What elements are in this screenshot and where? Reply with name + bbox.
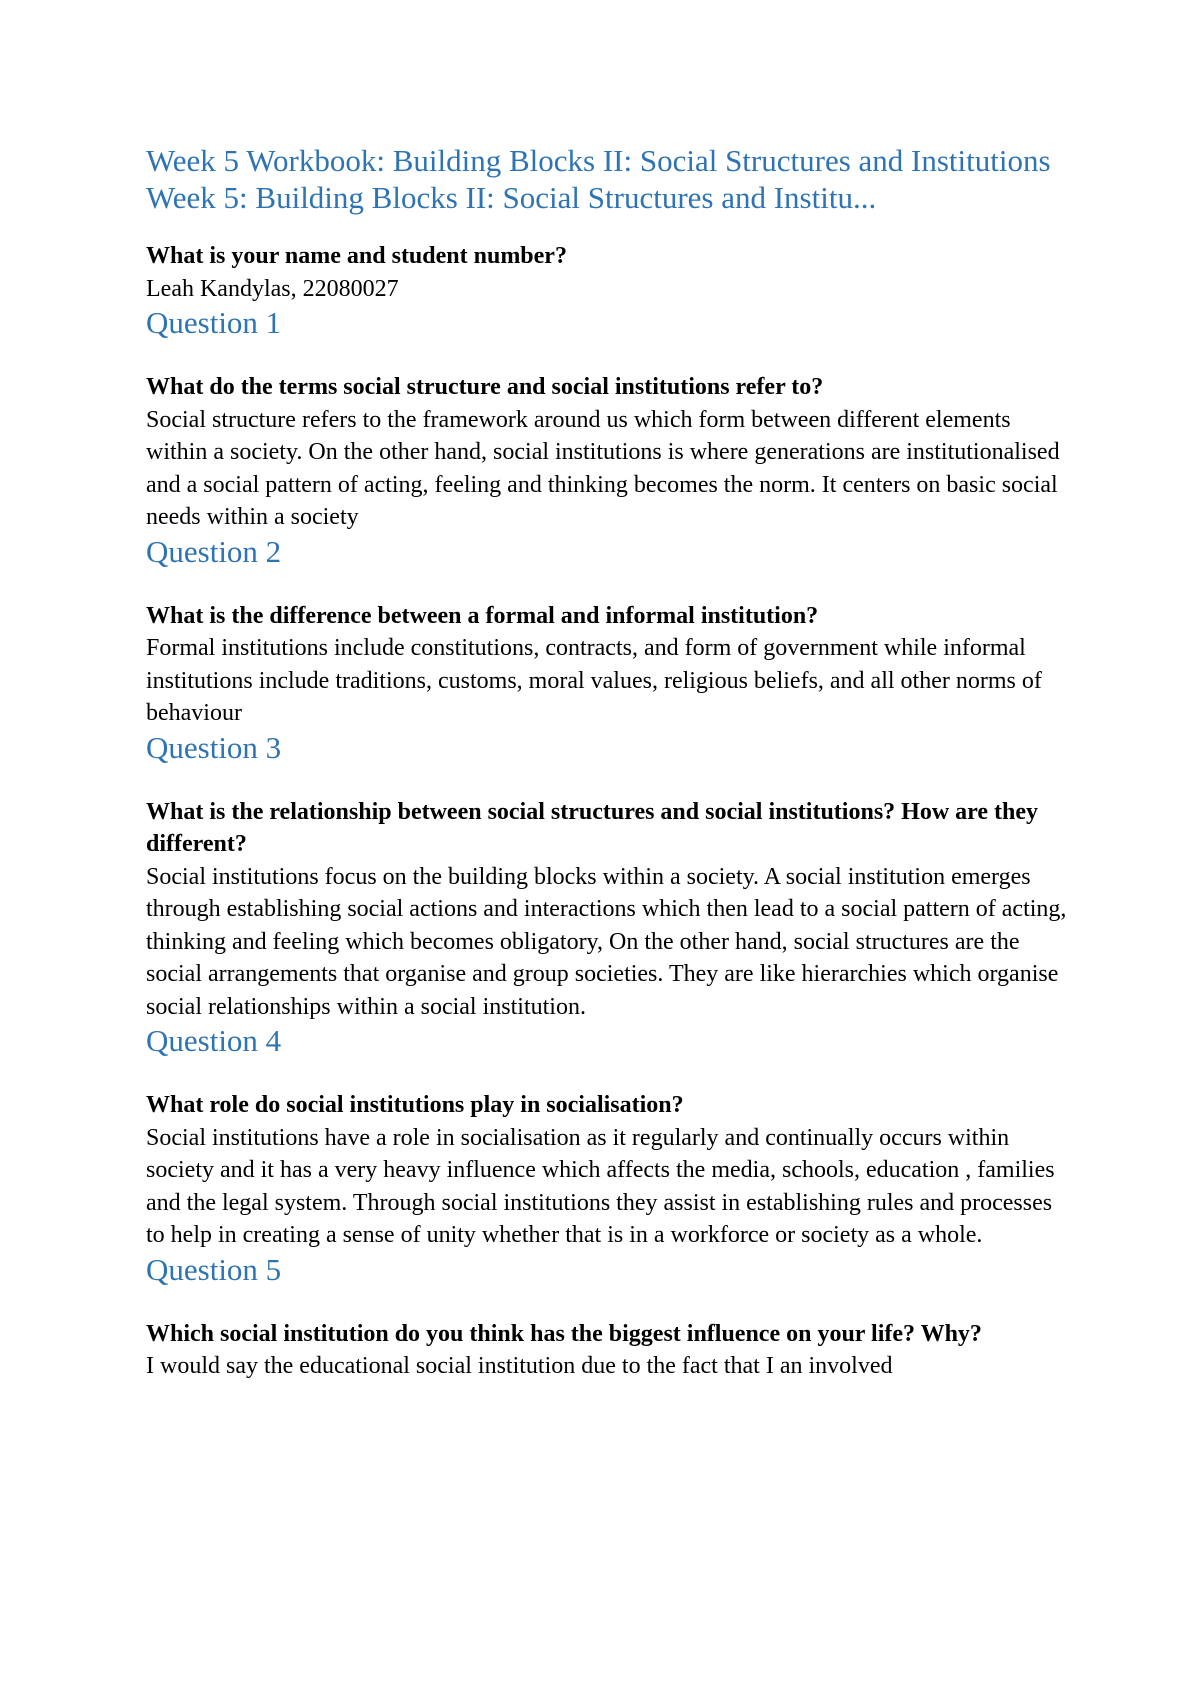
document-page xyxy=(146,142,1076,1383)
question-3-heading: Question 3 xyxy=(146,729,282,765)
document-subtitle: Week 5: Building Blocks II: Social Structures and Institu... xyxy=(146,180,877,215)
question-1-prompt: What do the terms social structure and social institutions refer to? xyxy=(146,374,824,400)
question-1-heading: Question 1 xyxy=(146,305,282,340)
document-title: Week 5 Workbook: Building Blocks II: Social Structures and Institutions xyxy=(146,143,1051,178)
intro-answer: Leah Kandylas, 22080027 xyxy=(146,275,399,302)
intro-prompt: What is your name and student number? xyxy=(146,243,567,269)
question-2-answer: Formal institutions include constitutions, contracts, and form of government while informal institutions include traditions, customs, moral values, religious beliefs, and all other norms of behaviour xyxy=(146,635,1042,726)
question-3-prompt: What is the relationship between social structures and social institutions? How are they different? xyxy=(146,798,1039,857)
question-3-answer: Social institutions focus on the building blocks within a society. A social institution emerges through establishing social actions and interactions which then lead to a social pattern of acting, thinking and feeling which becomes obligatory, On the other hand, social structures are the social arrangements that organise and group societies. They are like hierarchies which organise social relationships within a social institution. xyxy=(146,863,1067,1020)
question-4-heading: Question 4 xyxy=(146,1023,282,1058)
question-1-answer: Social structure refers to the framework around us which form between different elements within a society. On the other hand, social institutions is where generations are institutionalised and a social pattern of acting, feeling and thinking becomes the norm. It centers on basic social needs within a society xyxy=(146,406,1060,530)
question-4-prompt: What role do social institutions play in socialisation? xyxy=(146,1092,684,1118)
question-2-heading: Question 2 xyxy=(146,533,282,569)
question-5-prompt: Which social institution do you think has the biggest influence on your life? Why? xyxy=(146,1320,982,1347)
question-5-heading: Question 5 xyxy=(146,1251,282,1287)
question-2-prompt: What is the difference between a formal and informal institution? xyxy=(146,602,819,629)
question-4-answer: Social institutions have a role in socialisation as it regularly and continually occurs within society and it has a very heavy influence which affects the media, schools, education , families and the legal system. Through social institutions they assist in establishing rules and processes to help in creating a sense of unity whether that is in a workforce or society as a whole. xyxy=(146,1124,1055,1248)
question-5-answer: I would say the educational social institution due to the fact that I an involved xyxy=(146,1353,893,1379)
